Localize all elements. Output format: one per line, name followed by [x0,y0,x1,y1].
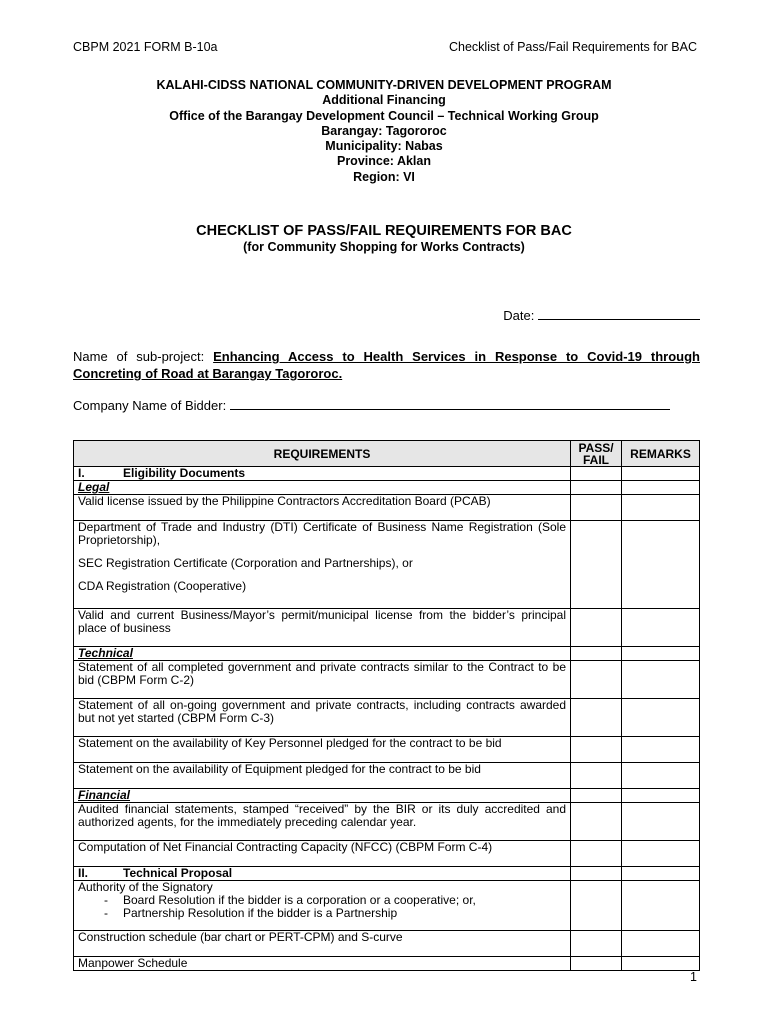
remarks-header: REMARKS [622,441,700,467]
date-field[interactable] [538,307,700,320]
requirement-text: Authority of the Signatory [78,880,213,894]
program-title-block [0,78,768,185]
date-line [0,307,700,323]
table-row [74,521,700,609]
remarks-cell[interactable] [622,647,700,661]
remarks-cell[interactable] [622,495,700,521]
remarks-cell[interactable] [622,957,700,971]
requirements-header: REQUIREMENTS [74,441,571,467]
pass-fail-cell[interactable] [571,699,622,737]
pass-fail-cell[interactable] [571,803,622,841]
checklist-heading [0,223,768,255]
table-row [74,763,700,789]
requirement-text: Audited financial statements, stamped “received” by the BIR or its duly accredited and authorized agents, for the immediately preceding calendar year. [74,803,571,841]
subproject-label: Name of sub-project: [73,349,205,364]
requirement-text: Computation of Net Financial Contracting Capacity (NFCC) (CBPM Form C-4) [74,841,571,867]
section-number: I. [78,466,85,480]
table-row [74,931,700,957]
page-header [73,40,697,54]
requirement-text: Valid and current Business/Mayor’s permit/municipal license from the bidder’s principal place of business [74,609,571,647]
remarks-cell[interactable] [622,609,700,647]
table-row [74,841,700,867]
section-title: Technical Proposal [123,866,233,880]
program-name: KALAHI-CIDSS NATIONAL COMMUNITY-DRIVEN DEVELOPMENT PROGRAM [156,78,612,92]
remarks-cell[interactable] [622,763,700,789]
table-row [74,699,700,737]
requirement-text: SEC Registration Certificate (Corporation and Partnerships), or [78,556,413,570]
pass-fail-cell[interactable] [571,609,622,647]
pass-fail-cell[interactable] [571,661,622,699]
financing-line: Additional Financing [322,93,446,108]
section-title: Eligibility Documents [123,466,246,480]
remarks-cell[interactable] [622,661,700,699]
pass-fail-cell[interactable] [571,481,622,495]
subproject-line [73,348,700,382]
province-line: Province: Aklan [336,154,431,169]
subproject-name: Enhancing Access to Health Services in Response to Covid-19 through Concreting of Road at Barangay Tagororoc. [73,349,700,381]
table-header-row [74,441,700,467]
remarks-cell[interactable] [622,737,700,763]
table-row [74,881,700,931]
region-line: Region: VI [353,169,415,184]
table-row [74,495,700,521]
remarks-cell[interactable] [622,467,700,481]
dash-bullet: - [104,906,108,920]
table-row [74,957,700,971]
checklist-subtitle: (for Community Shopping for Works Contracts) [243,240,525,254]
pass-fail-header: PASS/ FAIL [571,441,622,467]
requirement-text: Statement on the availability of Key Personnel pledged for the contract to be bid [74,737,571,763]
requirement-text: Construction schedule (bar chart or PERT-CPM) and S-curve [74,931,571,957]
subheading-row [74,481,700,495]
pass-fail-cell[interactable] [571,467,622,481]
requirements-table [73,440,700,971]
remarks-cell[interactable] [622,841,700,867]
section-row [74,467,700,481]
form-title: Checklist of Pass/Fail Requirements for BAC [448,40,697,54]
requirement-text: Valid license issued by the Philippine Contractors Accreditation Board (PCAB) [74,495,571,521]
table-row [74,609,700,647]
requirement-text: Department of Trade and Industry (DTI) Certificate of Business Name Registration (Sole Proprietorship), [78,520,567,547]
remarks-cell[interactable] [622,867,700,881]
requirement-text: CDA Registration (Cooperative) [78,579,247,593]
subheading-financial: Financial [74,789,571,803]
remarks-cell[interactable] [622,931,700,957]
requirement-text: Manpower Schedule [74,957,571,971]
bidder-label: Company Name of Bidder: [73,398,227,413]
remarks-cell[interactable] [622,481,700,495]
section-row [74,867,700,881]
remarks-cell[interactable] [622,699,700,737]
bidder-name-field[interactable] [230,397,670,410]
list-item [78,907,566,920]
pass-fail-cell[interactable] [571,495,622,521]
subheading-row [74,789,700,803]
pass-fail-cell[interactable] [571,931,622,957]
remarks-cell[interactable] [622,789,700,803]
dash-bullet: - [104,893,108,907]
page-number: 1 [690,970,697,984]
table-row [74,803,700,841]
section-number: II. [78,866,89,880]
subheading-legal: Legal [74,481,571,495]
pass-fail-cell[interactable] [571,841,622,867]
subheading-technical: Technical [74,647,571,661]
subheading-row [74,647,700,661]
pass-fail-cell[interactable] [571,647,622,661]
office-line: Office of the Barangay Development Council – Technical Working Group [169,108,599,123]
pass-fail-cell[interactable] [571,867,622,881]
pass-fail-cell[interactable] [571,789,622,803]
table-row [74,661,700,699]
remarks-cell[interactable] [622,521,700,609]
remarks-cell[interactable] [622,803,700,841]
pass-fail-cell[interactable] [571,737,622,763]
pass-fail-cell[interactable] [571,521,622,609]
requirement-text: Board Resolution if the bidder is a corporation or a cooperative; or, [123,893,476,907]
form-code: CBPM 2021 FORM B-10a [73,40,218,54]
remarks-cell[interactable] [622,881,700,931]
municipality-line: Municipality: Nabas [325,139,443,154]
requirement-text: Statement on the availability of Equipment pledged for the contract to be bid [74,763,571,789]
checklist-title: CHECKLIST OF PASS/FAIL REQUIREMENTS FOR BAC [196,223,572,239]
pass-fail-cell[interactable] [571,763,622,789]
pass-fail-cell[interactable] [571,957,622,971]
bidder-line [73,397,700,413]
table-row [74,737,700,763]
requirement-text: Statement of all completed government and private contracts similar to the Contract to be bid (CBPM Form C-2) [74,661,571,699]
barangay-line: Barangay: Tagororoc [321,123,447,138]
requirement-text: Statement of all on-going government and private contracts, including contracts awarded but not yet started (CBPM Form C-3) [74,699,571,737]
requirement-text: Partnership Resolution if the bidder is a Partnership [123,906,398,920]
pass-fail-cell[interactable] [571,881,622,931]
date-label: Date: [503,308,535,323]
